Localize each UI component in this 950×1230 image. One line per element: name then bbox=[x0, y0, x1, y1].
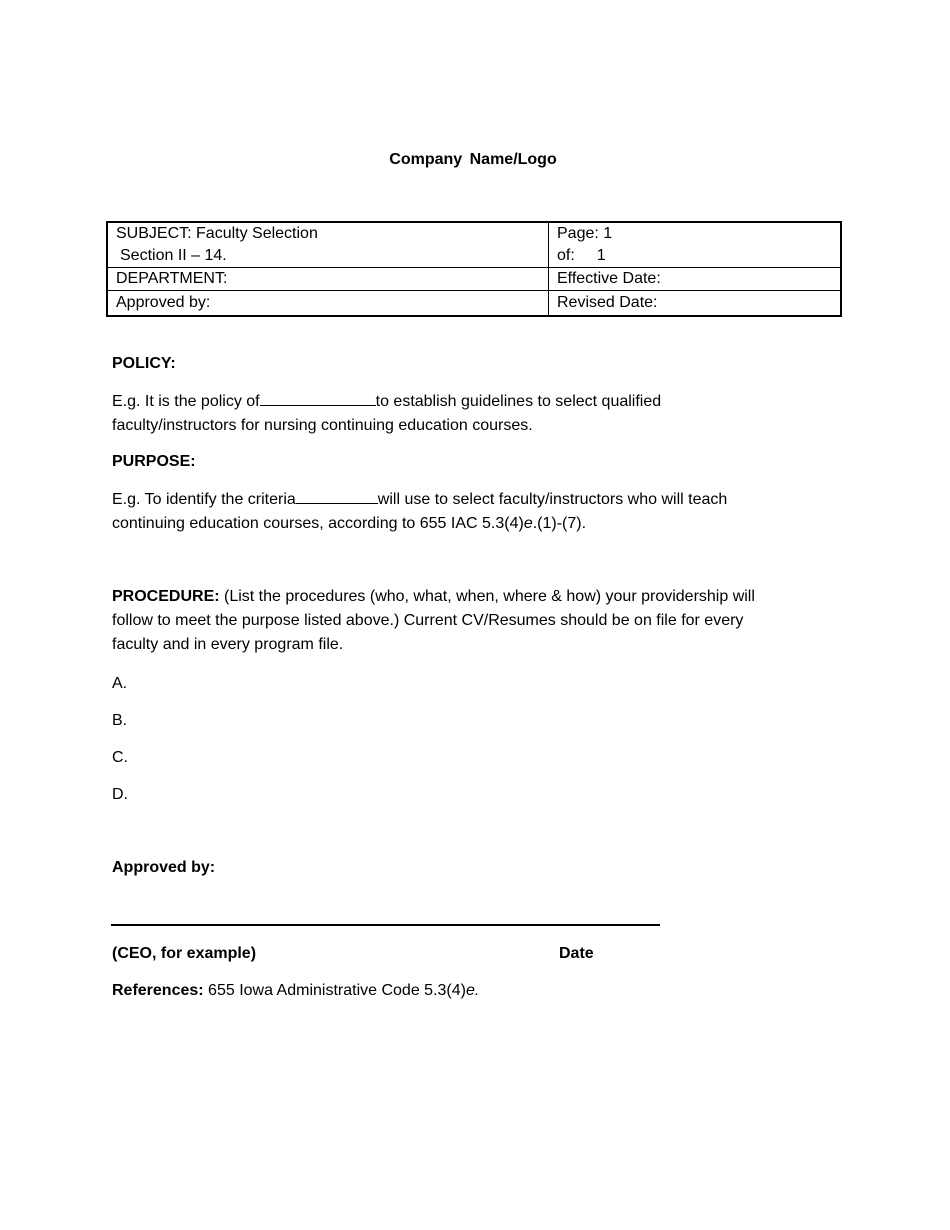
page-of bbox=[557, 245, 832, 267]
section-label: Section II – 14. bbox=[120, 247, 227, 264]
procedure-text: (List the procedures (who, what, when, where & how) your providership will follow to meet the purpose listed above.) Current CV/Resumes should be on file for every faculty and in every program file. bbox=[112, 588, 755, 653]
company-name-logo: Company Name/Logo bbox=[389, 151, 557, 168]
purpose-text-italic: e bbox=[523, 515, 533, 532]
effective-date-cell: Effective Date: bbox=[549, 268, 842, 291]
document-header-table bbox=[106, 221, 842, 317]
policy-text bbox=[112, 389, 712, 438]
references-italic: e. bbox=[465, 982, 480, 999]
subject-label: SUBJECT: Faculty Selection bbox=[116, 225, 318, 242]
header-row-subject bbox=[107, 222, 841, 268]
purpose-text-middle: will use to select faculty/instructors who will teach continuing education courses, according to 655 IAC 5.3(4) bbox=[112, 491, 728, 532]
approved-by-heading: Approved by: bbox=[112, 859, 216, 876]
signer-label: (CEO, for example) bbox=[112, 945, 257, 962]
policy-blank-line bbox=[260, 389, 376, 406]
purpose-blank-line bbox=[296, 487, 378, 504]
policy-heading: POLICY: bbox=[112, 355, 176, 372]
subject-cell bbox=[107, 222, 549, 268]
date-label: Date bbox=[559, 945, 594, 962]
of-label: of: bbox=[557, 247, 575, 264]
purpose-text-before: E.g. To identify the criteria bbox=[112, 491, 296, 508]
references-line bbox=[112, 979, 792, 1003]
policy-text-after: to establish guidelines to select qualified faculty/instructors for nursing continuing education courses. bbox=[112, 393, 662, 434]
procedure-item-a: A. bbox=[112, 675, 128, 692]
revised-date-cell: Revised Date: bbox=[549, 291, 842, 317]
approved-by-cell: Approved by: bbox=[107, 291, 549, 317]
procedure-item-d: D. bbox=[112, 786, 128, 803]
procedure-heading: PROCEDURE: bbox=[112, 588, 220, 605]
procedure-paragraph bbox=[112, 585, 782, 657]
procedure-item-c: C. bbox=[112, 749, 128, 766]
procedure-item-b: B. bbox=[112, 712, 128, 729]
references-text: 655 Iowa Administrative Code 5.3(4) bbox=[203, 982, 466, 999]
policy-text-before: E.g. It is the policy of bbox=[112, 393, 260, 410]
department-cell: DEPARTMENT: bbox=[107, 268, 549, 291]
purpose-text bbox=[112, 487, 777, 536]
purpose-text-after: .(1)-(7). bbox=[532, 515, 587, 532]
signature-line bbox=[111, 924, 660, 926]
header-row-department bbox=[107, 268, 841, 291]
purpose-heading: PURPOSE: bbox=[112, 453, 196, 470]
header-row-approved bbox=[107, 291, 841, 317]
page-label: Page: 1 bbox=[557, 225, 613, 242]
references-label: References: bbox=[112, 982, 204, 999]
page-cell bbox=[549, 222, 842, 268]
of-value: 1 bbox=[596, 247, 606, 264]
